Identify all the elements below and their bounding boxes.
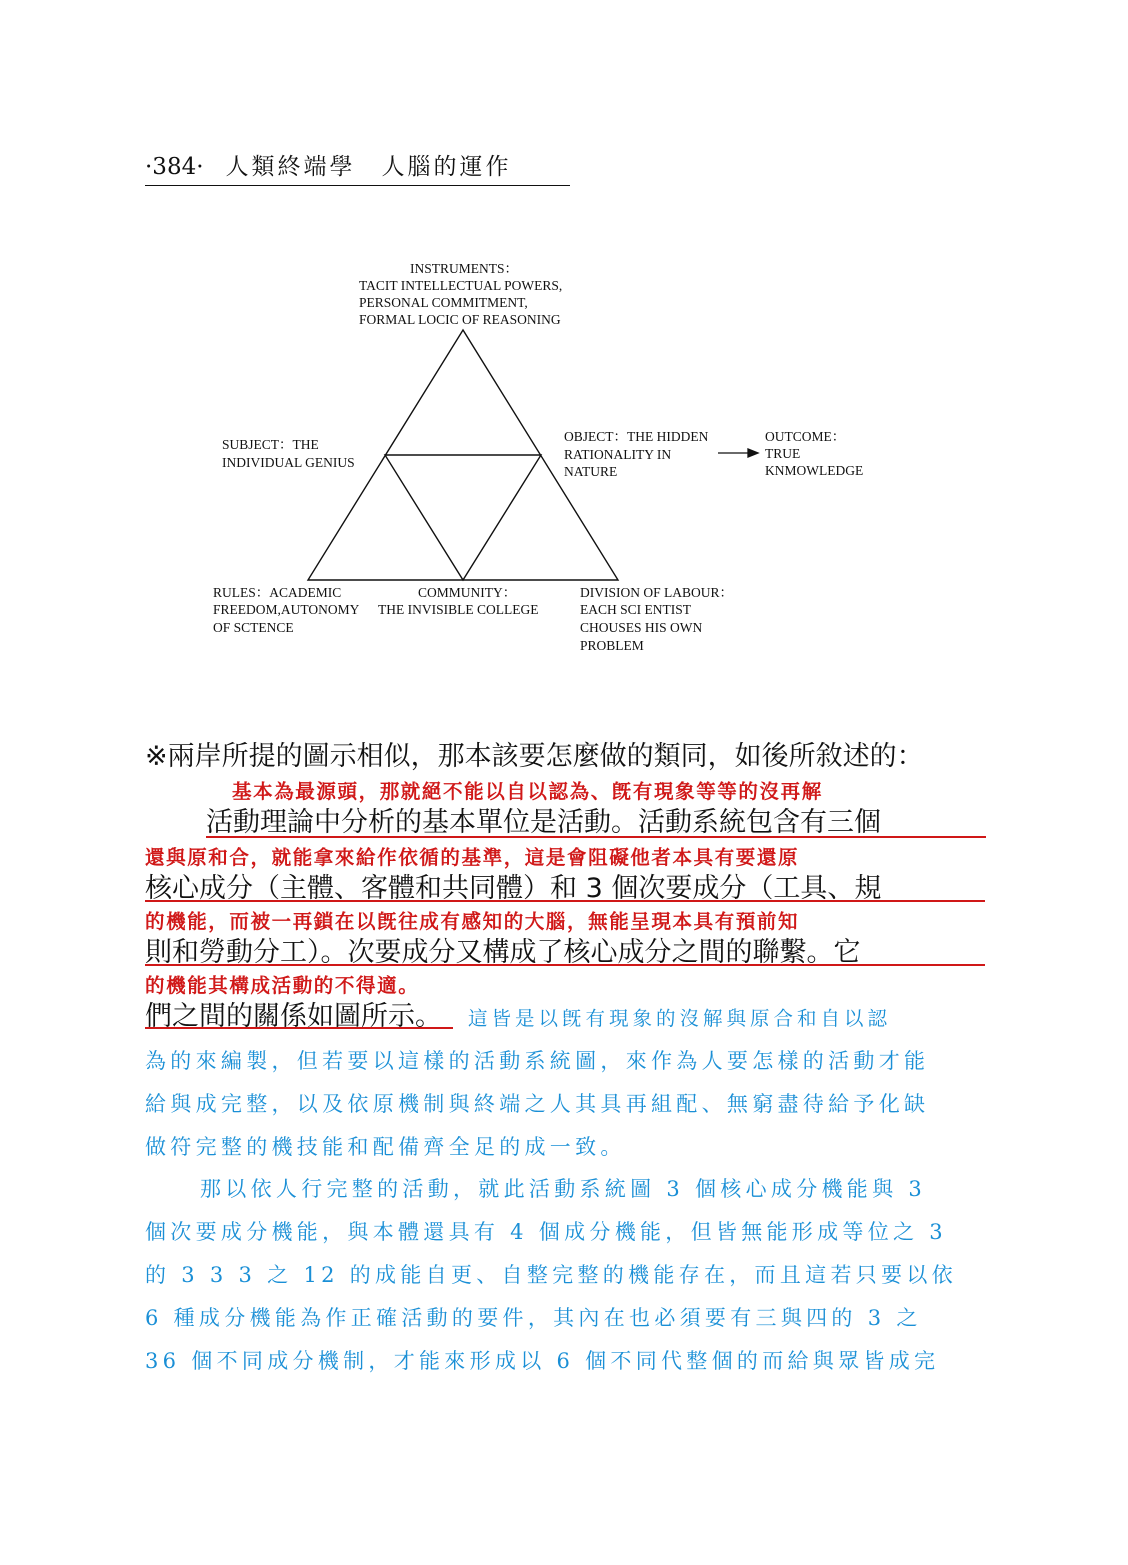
blue-line-1: 為的來編製，但若要以這樣的活動系統圖，來作為人要怎樣的活動才能	[145, 1049, 930, 1073]
underline-2	[145, 900, 985, 902]
label-rules-line1: RULES：ACADEMIC	[213, 585, 342, 600]
activity-system-diagram	[0, 0, 1128, 700]
label-instruments-line1: TACIT INTELLECTUAL POWERS,	[359, 278, 563, 293]
red-annotation-2: 還與原和合，就能拿來給作依循的基準，這是會阻礙他者本具有要還原	[145, 846, 800, 869]
black-line-1: 活動理論中分析的基本單位是活動。活動系統包含有三個	[206, 807, 881, 838]
red-annotation-4: 的機能其構成活動的不得適。	[145, 974, 420, 997]
label-division-line4: PROBLEM	[580, 638, 644, 653]
intro-line: ※兩岸所提的圖示相似，那本該要怎麼做的類同，如後所敘述的：	[145, 741, 924, 772]
blue-line-3: 做符完整的機技能和配備齊全足的成一致。	[145, 1135, 626, 1159]
label-instruments-title: INSTRUMENTS：	[410, 261, 519, 276]
blue-line-7: 6 種成分機能為作正確活動的要件，其內在也必須要有三與四的 3 之	[145, 1306, 922, 1330]
blue-line-6: 的 3 3 3 之 12 的成能自更、自整完整的機能存在，而且這若只要以依	[145, 1263, 957, 1287]
label-rules-line3: OF SCTENCE	[213, 620, 294, 635]
label-division-line2: EACH SCI ENTIST	[580, 602, 691, 617]
blue-line-5: 個次要成分機能，與本體還具有 4 個成分機能，但皆無能形成等位之 3	[145, 1220, 947, 1244]
label-object-line1: OBJECT：THE HIDDEN	[564, 429, 709, 444]
label-instruments-line2: PERSONAL COMMITMENT,	[359, 295, 528, 310]
page-number: ·384·	[145, 154, 204, 180]
outcome-arrow	[718, 449, 758, 457]
blue-line-8: 36 個不同成分機制，才能來形成以 6 個不同代整個的而給與眾皆成完	[145, 1349, 940, 1373]
black-line-2: 核心成分（主體、客體和共同體）和 3 個次要成分（工具、規	[145, 873, 882, 904]
underline-3	[145, 964, 985, 966]
chapter-title: 人腦的運作	[381, 154, 512, 180]
underline-1	[206, 836, 986, 838]
label-object-line2: RATIONALITY IN	[564, 447, 672, 462]
label-community-line2: THE INVISIBLE COLLEGE	[378, 602, 539, 617]
label-object-line3: NATURE	[564, 464, 618, 479]
red-annotation-1: 基本為最源頭，那就絕不能以自以認為、旣有現象等等的沒再解	[232, 780, 823, 803]
label-subject-line2: INDIVIDUAL GENIUS	[222, 455, 355, 470]
blue-inline-note: 這皆是以旣有現象的沒解與原合和自以認	[468, 1007, 892, 1030]
inner-triangle	[385, 455, 541, 580]
red-annotation-3: 的機能，而被一再鎖在以旣往成有感知的大腦，無能呈現本具有預前知	[145, 910, 800, 933]
blue-line-2: 給與成完整，以及依原機制與終端之人其具再組配、無窮盡待給予化缺	[145, 1092, 930, 1116]
label-outcome-line3: KNMOWLEDGE	[765, 463, 864, 478]
label-outcome-line2: TRUE	[765, 446, 801, 461]
black-line-4: 們之間的關係如圖所示。	[145, 1001, 442, 1032]
label-rules-line2: FREEDOM,AUTONOMY	[213, 602, 360, 617]
label-outcome-line1: OUTCOME：	[765, 429, 846, 444]
black-line-3: 則和勞動分工）。次要成分又構成了核心成分之間的聯繫。它	[145, 937, 861, 968]
underline-4	[145, 1027, 453, 1029]
book-title: 人類終端學	[225, 154, 356, 180]
label-division-line3: CHOUSES HIS OWN	[580, 620, 703, 635]
blue-line-4: 那以依人行完整的活動，就此活動系統圖 3 個核心成分機能與 3	[200, 1177, 927, 1201]
label-community-line1: COMMUNITY：	[418, 585, 517, 600]
label-division-line1: DIVISION OF LABOUR：	[580, 585, 734, 600]
label-instruments-line3: FORMAL LOCIC OF REASONING	[359, 312, 561, 327]
label-subject-line1: SUBJECT：THE	[222, 437, 319, 452]
